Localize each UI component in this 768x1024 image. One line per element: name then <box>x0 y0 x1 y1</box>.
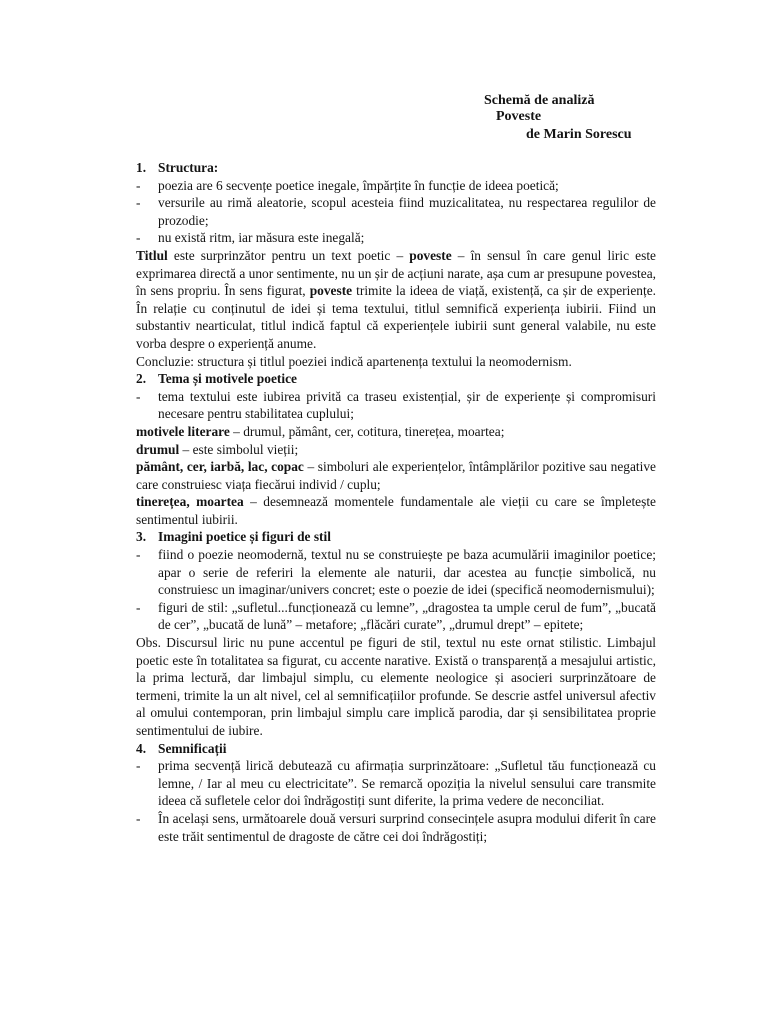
section-heading-structure: 1. Structura: <box>136 160 219 175</box>
section-heading-theme: 2. Tema și motivele poetice <box>136 371 297 387</box>
document-title: Schemă de analiză <box>484 93 595 108</box>
poem-title: Poveste <box>496 109 542 124</box>
author-line: de Marin Sorescu <box>526 127 632 142</box>
section-heading-meanings: 4. Semnificații <box>136 740 227 756</box>
list-item: - prima secvență lirică debutează cu afirmația surprinzătoare: „Sufletul tău funcționează cu lemne, / Iar al meu cu electricitate”. Se remarcă opoziția la nivelul sensului care transmite ideea că sufletele celor doi îndrăgostiți sunt diferite, la prima vedere de neconciliat. <box>136 758 656 809</box>
list-item: - În același sens, următoarele două versuri surprind consecințele asupra modului diferit în care este trăit sentimentul de dragoste de către cei doi îndrăgostiți; <box>136 810 656 844</box>
list-item: - nu există ritm, iar măsura este inegală; <box>136 230 365 246</box>
conclusion-paragraph: Concluzie: structura și titlul poeziei indică apartenența textului la neomodernism. <box>136 353 572 369</box>
title-paragraph: Titlul este surprinzător pentru un text poetic – poveste – în sensul în care genul liric este exprimarea directă a unor sentimente, nu un șir de acțiuni narate, așa cum ar presupune povestea, în sens propriu. În sens figurat, poveste trimite la ideea de viață, existență, ca șir de experiențe. În relație cu conținutul de idei și tema textului, titlul semnifică experiența iubirii. Fiind un substantiv nearticulat, titlul indică faptul că experiențele iubirii sunt general valabile, nu este vorba despre o experiență anume. <box>136 247 657 351</box>
list-item: - figuri de stil: „sufletul...funcționează cu lemne”, „dragostea ta umple cerul de fum”, „bucată de cer”, „bucată de lună” – metafore; „flăcări curate”, „drumul drept” – epitete; <box>136 599 656 633</box>
list-item: - poezia are 6 secvențe poetice inegale, împărțite în funcție de ideea poetică; <box>136 177 559 193</box>
youth-death-paragraph: tinerețea, moartea – desemnează momentele fundamentale ale vieții cu care se împletește sentimentul iubirii. <box>136 494 656 527</box>
symbols-paragraph: pământ, cer, iarbă, lac, copac – simboluri ale experiențelor, întâmplărilor pozitive sau negative care construiesc viața fiecărui individ / cuplu; <box>136 459 656 492</box>
section-heading-images: 3. Imagini poetice și figuri de stil <box>136 529 331 545</box>
road-paragraph: drumul – este simbolul vieții; <box>136 441 299 457</box>
list-item: - versurile au rimă aleatorie, scopul acesteia fiind muzicalitatea, nu respectarea regulilor de prozodie; <box>136 195 656 228</box>
list-item: - tema textului este iubirea privită ca traseu existențial, șir de experiențe și compromisuri necesare pentru stabilitatea cuplului; <box>136 388 656 422</box>
observation-paragraph: Obs. Discursul liric nu pune accentul pe figuri de stil, textul nu este ornat stilistic. Limbajul poetic este în totalitatea sa figurat, cu accente narative. Există o transparență a mesajului artistic, la prima lectură, dar limbajul simplu, cu elemente neologice și asocieri surprinzătoare de termeni, trimite la un alt nivel, cel al semnificațiilor profunde. Se descrie astfel universul afectiv al omului contemporan, prin limbajul simplu care implică parodia, dar și sensibilitatea proprie sentimentului de iubire. <box>136 635 656 738</box>
motifs-paragraph: motivele literare – drumul, pământ, cer, cotitura, tinerețea, moartea; <box>136 423 505 439</box>
body-flow <box>136 159 656 845</box>
list-item: - fiind o poezie neomodernă, textul nu se construiește pe baza acumulării imaginilor poetice; apar o serie de referiri la elemente ale naturii, dar acestea au funcție simbolică, nu construiesc un imaginar/univers concret; este o poezie de idei (specifică neomodernismului); <box>136 547 656 598</box>
